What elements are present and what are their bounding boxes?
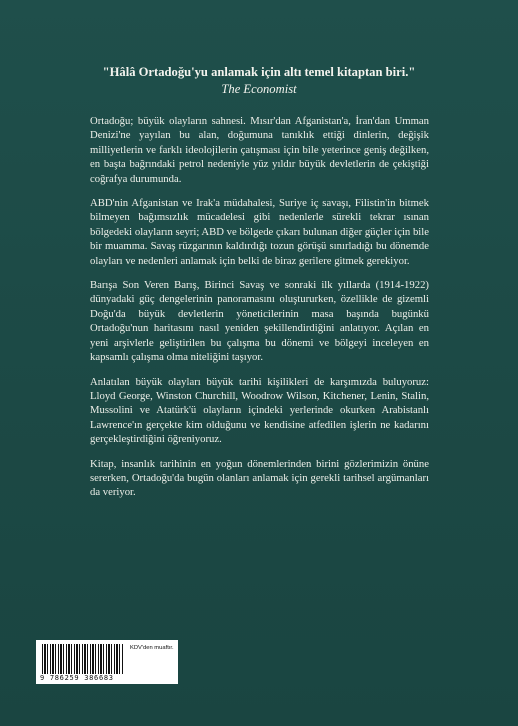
barcode-number: 9 786259 386683: [40, 674, 114, 682]
cover-quote-block: [0, 64, 518, 98]
barcode-side-text: KDV'den muaftır.: [130, 645, 174, 651]
description-paragraph-3: Barışa Son Veren Barış, Birinci Savaş ve sonraki ilk yıllarda (1914-1922) dünyadaki güç dengelerinin panoramasını oluştururken, özellikle de gizemli Doğu'da büyük devletlerin yöneticilerinin masa başında bugünkü Ortadoğu'nun haritasını nasıl yeniden şekillendirdiğini anlatıyor. Açılan en yeni arşivlerle geliştirilen bu çalışma bu dönemi ve bölgeyi inceleyen en kapsamlı çalışma olma niteliğini taşıyor.: [90, 279, 429, 364]
description-paragraph-2: ABD'nin Afganistan ve Irak'a müdahalesi, Suriye iç savaşı, Filistin'in bitmek bilmeyen bağımsızlık mücadelesi gibi nedenlerle sürekli tekrar ısınan bölgedeki olayların seyri; ABD ve bölgede çıkarı bulunan diğer güçler için bile bir muamma. Savaş rüzgarının kaldırdığı tozun görüşü sınırladığı bu dönemde olayları ve nedenleri anlamak için belki de biraz gerilere gitmek gerekiyor.: [90, 197, 429, 267]
cover-description: [90, 114, 429, 510]
cover-quote: "Hâlâ Ortadoğu'yu anlamak için altı temel kitaptan biri.": [102, 65, 416, 79]
barcode-block: [36, 640, 178, 684]
barcode-icon: [42, 644, 124, 674]
description-paragraph-1: Ortadoğu; büyük olayların sahnesi. Mısır'dan Afganistan'a, İran'dan Umman Denizi'ne yayılan bu alan, doğumuna tanıklık ettiği dinlerin, değişik milliyetlerin ve farklı ideolojilerin çatışması için bile yeterince geniş değilken, en başta bağrındaki petrol nedeniyle yüz yıldır büyük devletlerin de çekiştiği coğrafya durumunda.: [90, 115, 429, 185]
description-paragraph-4: Anlatılan büyük olayları büyük tarihi kişilikleri de karşımızda buluyoruz: Lloyd George, Winston Churchill, Woodrow Wilson, Kitchener, Lenin, Stalin, Mussolini ve Atatürk'ü olayların içindeki yerlerinde okurken Arabistanlı Lawrence'ın gerçekte kim olduğunu ve kendisine atfedilen işlerin ne kadarını gerçekleştirdiğini öğreniyoruz.: [90, 375, 429, 446]
quote-source: The Economist: [221, 82, 297, 96]
description-paragraph-5: Kitap, insanlık tarihinin en yoğun dönemlerinden birini gözlerimizin önüne sererken, Ortadoğu'da bugün olanları anlamak için gerekli tarihsel argümanları da veriyor.: [90, 457, 429, 499]
